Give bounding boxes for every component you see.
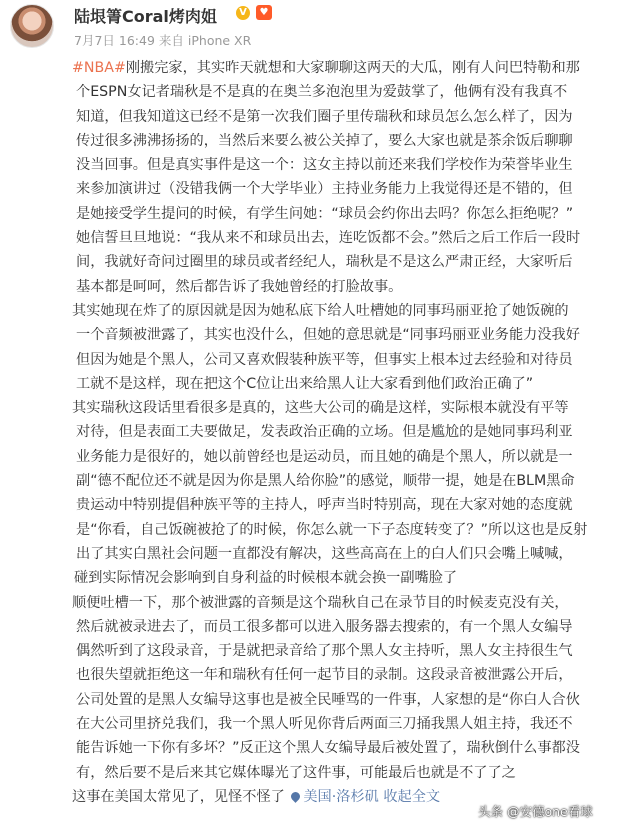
post-line-text: 有，然后要不是后来其它媒体曝光了这件事，可能最后也就是不了了之 — [76, 764, 516, 781]
post-line — [76, 177, 628, 201]
post-line — [76, 761, 628, 785]
location-link[interactable]: 美国·洛杉矶 — [303, 788, 379, 805]
post-line-text: 一个音频被泄露了，其实也没什么，但她的意思就是“同事玛丽亚业务能力没我好 — [76, 327, 580, 344]
fan-badge-icon[interactable]: ♥ — [256, 5, 272, 20]
post-line — [76, 420, 628, 444]
post-line — [76, 688, 628, 712]
location-pin-icon — [289, 790, 302, 803]
post-line-text: 间，我就好奇问过圈里的球员或者经纪人，瑞秋是不是这么严肃正经，大家听后 — [76, 254, 573, 271]
post-line — [76, 348, 628, 372]
post-line-text: 是她接受学生提问的时候，有学生问她：“球员会约你出去吗？你怎么拒绝呢？” — [76, 205, 574, 222]
post-line — [72, 56, 628, 80]
post-line-text: 知道，但我知道这已经不是第一次我们圈子里传瑞秋和球员怎么怎么样了，因为 — [76, 108, 573, 125]
post-line-text: 业务能力是很好的，她以前曾经也是运动员，而且她的确是个黑人，所以就是一 — [76, 448, 573, 465]
post-source[interactable]: 来自 iPhone XR — [158, 33, 252, 48]
post-line-text: 出了其实白黑社会问题一直都没有解决，这些高高在上的白人们只会嘴上喊喊， — [76, 545, 573, 562]
post-line-text: 来参加演讲过（没错我俩一个大学毕业）主持业务能力上我觉得还是不错的，但 — [76, 181, 573, 198]
post-line — [76, 226, 628, 250]
post-line-text: 也很失望就拒绝这一年和瑞秋有任何一起节目的录制。这段录音被泄露公开后， — [76, 667, 573, 684]
post-line — [76, 202, 628, 226]
post-line-text: 能告诉她一下你有多坏？”反正这个黑人女编导最后被处置了，瑞秋倒什么事都没 — [76, 740, 580, 757]
post-line-text: 是“你看，自己饭碗被抢了的时候，你怎么就一下子态度转变了？”所以这也是反射 — [76, 521, 588, 538]
post-line-text: 然后就被录进去了，而员工很多都可以进入服务器去搜索的，有一个黑人女编导 — [76, 618, 573, 635]
avatar[interactable] — [10, 4, 54, 48]
post-line-text: 她信誓旦旦地说：“我从来不和球员出去，连吃饭都不会。”然后之后工作后一段时 — [76, 230, 581, 247]
post-line — [76, 639, 628, 663]
post-line-text: 副“德不配位还不就是因为你是黑人给你脸”的感觉，顺带一提，她是在BLM黑命 — [76, 473, 575, 490]
post-line — [76, 275, 628, 299]
post-line — [76, 663, 628, 687]
post-line — [76, 250, 628, 274]
post-line-text: 没当回事。但是真实事件是这一个：这女主持以前还来我们学校作为荣誉毕业生 — [76, 157, 573, 174]
post-line-text: 这事在美国太常见了，见怪不怪了 — [72, 788, 285, 805]
post-line — [72, 299, 628, 323]
post-line — [72, 591, 628, 615]
post-line — [76, 542, 628, 566]
post-line-text: 但因为她是个黑人，公司又喜欢假装种族平等，但事实上根本过去经验和对待员 — [76, 351, 573, 368]
post-line-text: 个ESPN女记者瑞秋是不是真的在奥兰多泡泡里为爱鼓掌了，他俩有没有我真不 — [76, 84, 568, 101]
post-line-text: 基本都是呵呵，然后都告诉了我她曾经的打脸故事。 — [76, 278, 403, 295]
post-line — [76, 80, 628, 104]
post-line — [76, 736, 628, 760]
watermark: 头条 @安德one看球 — [478, 804, 593, 819]
post-line-text: 对待，但是表面工夫要做足，发表政治正确的立场。但是尴尬的是她同事玛利亚 — [76, 424, 573, 441]
post-line — [76, 372, 628, 396]
post-line — [76, 615, 628, 639]
post-line — [76, 323, 628, 347]
post-line — [76, 129, 628, 153]
post-meta — [74, 31, 251, 49]
post-line-text: 贵运动中特别提倡种族平等的主持人，呼声当时特别高，现在大家对她的态度就 — [76, 497, 573, 514]
post-line-text: 传过很多沸沸扬扬的，当然后来要么被公关掉了，要么大家也就是茶余饭后聊聊 — [76, 132, 573, 149]
post-line — [74, 566, 628, 590]
post-line — [76, 493, 628, 517]
post-body — [72, 56, 628, 809]
post-line-text: 顺便吐槽一下，那个被泄露的音频是这个瑞秋自己在录节目的时候麦克没有关， — [72, 594, 569, 611]
post-line-text: 在大公司里挤兑我们，我一个黑人听见你背后两面三刀捅我黑人姐主持，我还不 — [76, 716, 573, 733]
post-line — [72, 396, 628, 420]
post-line — [76, 712, 628, 736]
post-line-text: 工就不是这样，现在把这个C位让出来给黑人让大家看到他们政治正确了” — [76, 375, 534, 392]
collapse-text-link[interactable]: 收起全文 — [383, 788, 441, 805]
post-line — [76, 469, 628, 493]
post-line-text: 其实瑞秋这段话里看很多是真的，这些大公司的确是这样，实际根本就没有平等 — [72, 400, 569, 417]
post-line-text: 偶然听到了这段录音，于是就把录音给了那个黑人女主持听，黑人女主持很生气 — [76, 643, 573, 660]
post-line — [76, 445, 628, 469]
post-line-text: 碰到实际情况会影响到自身利益的时候根本就会换一副嘴脸了 — [74, 570, 458, 587]
post-time: 16:49 — [118, 33, 155, 48]
post-header — [0, 0, 638, 52]
verified-v-icon: V — [236, 6, 250, 20]
post-line-text: 公司处置的是黑人女编导这事也是被全民唾骂的一件事，人家想的是“你白人合伙 — [76, 691, 580, 708]
post-line-text: 其实她现在炸了的原因就是因为她私底下给人吐槽她的同事玛丽亚抢了她饭碗的 — [72, 302, 569, 319]
author-name[interactable]: 陆垠箐Coral烤肉姐 — [74, 7, 217, 26]
post-line — [76, 518, 628, 542]
post-line — [76, 153, 628, 177]
post-line-text: 刚搬完家，其实昨天就想和大家聊聊这两天的大瓜，刚有人问巴特勒和那 — [125, 60, 580, 76]
post-line — [76, 105, 628, 129]
hashtag-link[interactable]: #NBA# — [72, 60, 126, 76]
post-date: 7月7日 — [74, 33, 115, 48]
